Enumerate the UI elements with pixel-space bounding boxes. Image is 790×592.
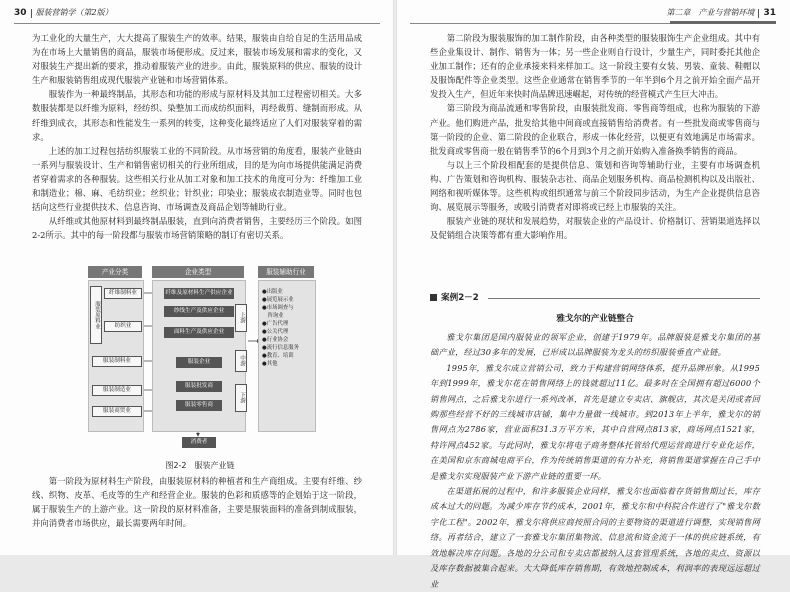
book-gutter (393, 0, 397, 555)
paragraph: 第三阶段为商品流通和零售阶段，由服装批发商、零售商等组成，也称为服装的下游产业。他们购进产品，批发给其他中间商或直接销售给消费者。有一些批发商或零售商与第一阶段的企业、第二阶段的企业联合，形成一体化经营，以便更有效地满足市场需求。批发商或零售商一般在销售季节的6个月到3个月之前开始购入准备换季销售的商品。 (430, 103, 760, 156)
right-running-header (406, 4, 776, 22)
node-wholesaler: 服装批发商 (176, 381, 222, 392)
aux-service: ●广告代理 (262, 321, 289, 327)
left-body-text-after-figure (32, 474, 362, 530)
paragraph: 在渠道拓展的过程中，和许多服装企业同样，雅戈尔也面临着存货销售期过长，库存成本过大的问题。为减少库存节约成本，2001年，雅戈尔和中科院合作进行了"雅戈尔数字化工程"。2002年，雅戈尔将供应商按照合同的主要物资的渠道进行调整，实现销售网络。再者结合，建立了一套雅戈尔集团集物流、信息流和资金流于一体的供应链系统，有效地解决库存问题。各地的分公司和专卖店都被纳入这套管理系统，各地的卖点、资源以及库存数据被集合起来。大大降低库存销售期，有效地控制成本，利润率的表现远远超过业 (430, 486, 760, 589)
aux-service: ●其他 (262, 361, 278, 367)
left-page-number: 30 (14, 8, 27, 18)
paragraph: 服装作为一种最终制品，其形态和功能的形成与原材料及其加工过程密切相关。大多数服装都是以纤维为原料，经纺织、染整加工而成纺织面料，再经裁剪、缝制而形成。从纤维到成衣，其形态和性能发生一系列的转变，这种变化最终适应了人们对服装穿着的需求。 (32, 89, 362, 142)
figure-caption: 图2-2 服装产业链 (165, 461, 235, 470)
header-divider (758, 9, 759, 18)
node-fiber-supplier: 纤维及原材料生产供应企业 (164, 288, 234, 299)
paragraph: 与以上三个阶段相配套的是提供信息、策划和咨询等辅助行业，主要有市场调查机构、广告策划和咨询机构、服装杂志社、商品企划服务机构、商品检测机构以及出版社、网络和视听媒体等。这些机构或组织通常与前三个阶段同步活动，为生产企业提供信息咨询、展览展示等服务，或吸引消费者对即将或已经上市服装的关注。 (430, 159, 760, 213)
group-label-raw-material: 服装原料业 (90, 286, 102, 344)
paragraph: 为工业化的大量生产，大大提高了服装生产的效率。结果，服装由自给自足的生活用品成为在市场上大量销售的商品，服装市场便形成。反过来，服装市场发展和需求的变化，又对服装生产提出新的要求，推动着服装产业的进步。由此，服装原料的供应、服装的设计生产和服装销售组成现代服装产业链和市场营销体系。 (32, 33, 362, 86)
paragraph: 第二阶段为服装服饰的加工制作阶段，由各种类型的服装服饰生产企业组成。其中有些企业集设计、制作、销售为一体；另一些企业则自行设计，少量生产，同时委托其他企业加工制作；还有的企业承接来料来样加工。这一阶段主要有女装、男装、童装、鞋帽以及服饰配件等企业类型。这些企业通常在销售季节的一年半到6个月之前开始全面产品开发投入生产，但近年来快时尚品牌迅速崛起，对传统的经营模式产生巨大冲击。 (430, 33, 760, 100)
aux-service: ●行业协会 (262, 337, 289, 343)
left-body-text (32, 31, 362, 242)
case-label: 案例2－2 (441, 293, 479, 303)
aux-service: 咨询业 (262, 313, 284, 319)
paragraph: 1995年，雅戈尔成立营销公司，致力于构建营销网络体系，提升品牌形象。从1995年到1999年，雅戈尔花在销售网络上的钱就超过11亿。最多时在全国拥有超过6000个销售网点，之后雅戈尔进行一系列改革，首先是建立专卖店、旗舰店，其次是关闭或者回购那些经营不好的三线城市店铺，集中力量做一线城市。到2013年上半年，雅戈尔的销售网点为2786家，营业面积31.3万平方米，其中自营网点813家，商场网点1521家，特许网点452家。与此同时，雅戈尔将电子商务整体托管给代理运营商进行专业化运作，在美国和京东商城电商平台，作为传统销售渠道的有力补充，将销售渠道掌握在自己手中是雅戈尔实现服装产业下游产业链的重要一环。 (430, 362, 760, 481)
aux-service: ●教育、培训 (262, 353, 294, 359)
category-garment-trade: 服装商贸业 (92, 406, 142, 417)
side-label-downstream: 下游 (235, 384, 247, 412)
column-header-enterprise: 企业类型 (152, 266, 244, 278)
category-textile: 纺织业 (104, 321, 142, 332)
case-title: 雅戈尔的产业链整合 (556, 314, 634, 324)
node-garment-enterprise: 服装企业 (176, 357, 222, 368)
aux-service: ●公关代理 (262, 329, 289, 335)
category-garment-material: 服装制料业 (92, 356, 142, 367)
paragraph: 从纤维或其他原材料到最终制品服装，直到向消费者销售，主要经历三个阶段。如图2-2所示。其中的每一阶段都与服装市场营销策略的制订有密切关系。 (32, 216, 362, 241)
industry-chain-figure (88, 266, 314, 456)
column-header-industry: 产业分类 (88, 266, 142, 278)
paragraph: 雅戈尔集团是国内服装业的领军企业，创建于1979年。品牌服装是雅戈尔集团的基础产业，经过30多年的发展，已形成以品牌服装为龙头的纺织服装垂直产业链。 (430, 332, 760, 358)
header-divider (31, 9, 32, 18)
side-label-midstream: 中游 (235, 350, 247, 372)
column-header-aux: 服装辅助行业 (258, 266, 314, 278)
right-page-number: 31 (763, 8, 776, 18)
aux-service: ●展览展示业 (262, 297, 294, 303)
case-rule (488, 298, 760, 299)
case-heading-bar (430, 293, 760, 304)
node-yarn-supplier: 纱线生产及供应企业 (164, 306, 234, 317)
paragraph: 第一阶段为原材料生产阶段，由服装原材料的种植者和生产商组成。主要有纤维、纱线、织物、皮革、毛皮等的生产和经营企业。服装的色彩和质感等的企划始于这一阶段，属于服装生产的上游产业。这一阶段的原材料准备，主要是服装面料的准备到制成服装，并向消费者市场供应，最长需要两年时间。 (32, 476, 362, 529)
chapter-title: 第二章 产业与营销环境 (666, 8, 755, 17)
case-marker-icon (430, 294, 437, 301)
aux-service: ●市场调查与 (262, 305, 294, 311)
case-body-text (430, 330, 760, 592)
node-consumer: 消费者 (182, 437, 216, 448)
node-retailer: 服装零售商 (176, 400, 222, 411)
right-body-text (430, 31, 760, 242)
aux-service-list (262, 288, 314, 368)
category-fiber: 纤维制料业 (104, 288, 142, 299)
category-garment-making: 服装制造业 (92, 385, 142, 396)
book-title: 服装营销学（第2版） (35, 8, 113, 17)
node-fabric-supplier: 面料生产及供应企业 (164, 327, 234, 338)
aux-service: ●流行信息服务 (262, 345, 300, 351)
left-header-rule (14, 23, 380, 24)
right-header-accent (670, 21, 776, 24)
left-running-header (14, 4, 384, 22)
paragraph: 上述的加工过程包括纺织服装工业的不同阶段。从市场营销的角度看，服装产业链由一系列与服装设计、生产和销售密切相关的行业所组成，目的是为向市场提供能满足消费者穿着需求的各种服装。这些相关行业从加工对象和加工技术的角度可分为：纤维加工业和制造业；棉、麻、毛纺织业；丝织业；针织业；印染业；服装成衣制造业等。同时也包括向这些行业提供技术、信息咨询、市场调查及商品企划等辅助行业。 (32, 145, 362, 213)
side-label-upstream: 上游 (235, 304, 247, 332)
aux-service: ●出版业 (262, 289, 283, 295)
paragraph: 服装产业链的现状和发展趋势，对服装企业的产品设计、价格制订、营销渠道选择以及促销组合决策等都有重大影响作用。 (430, 216, 760, 241)
